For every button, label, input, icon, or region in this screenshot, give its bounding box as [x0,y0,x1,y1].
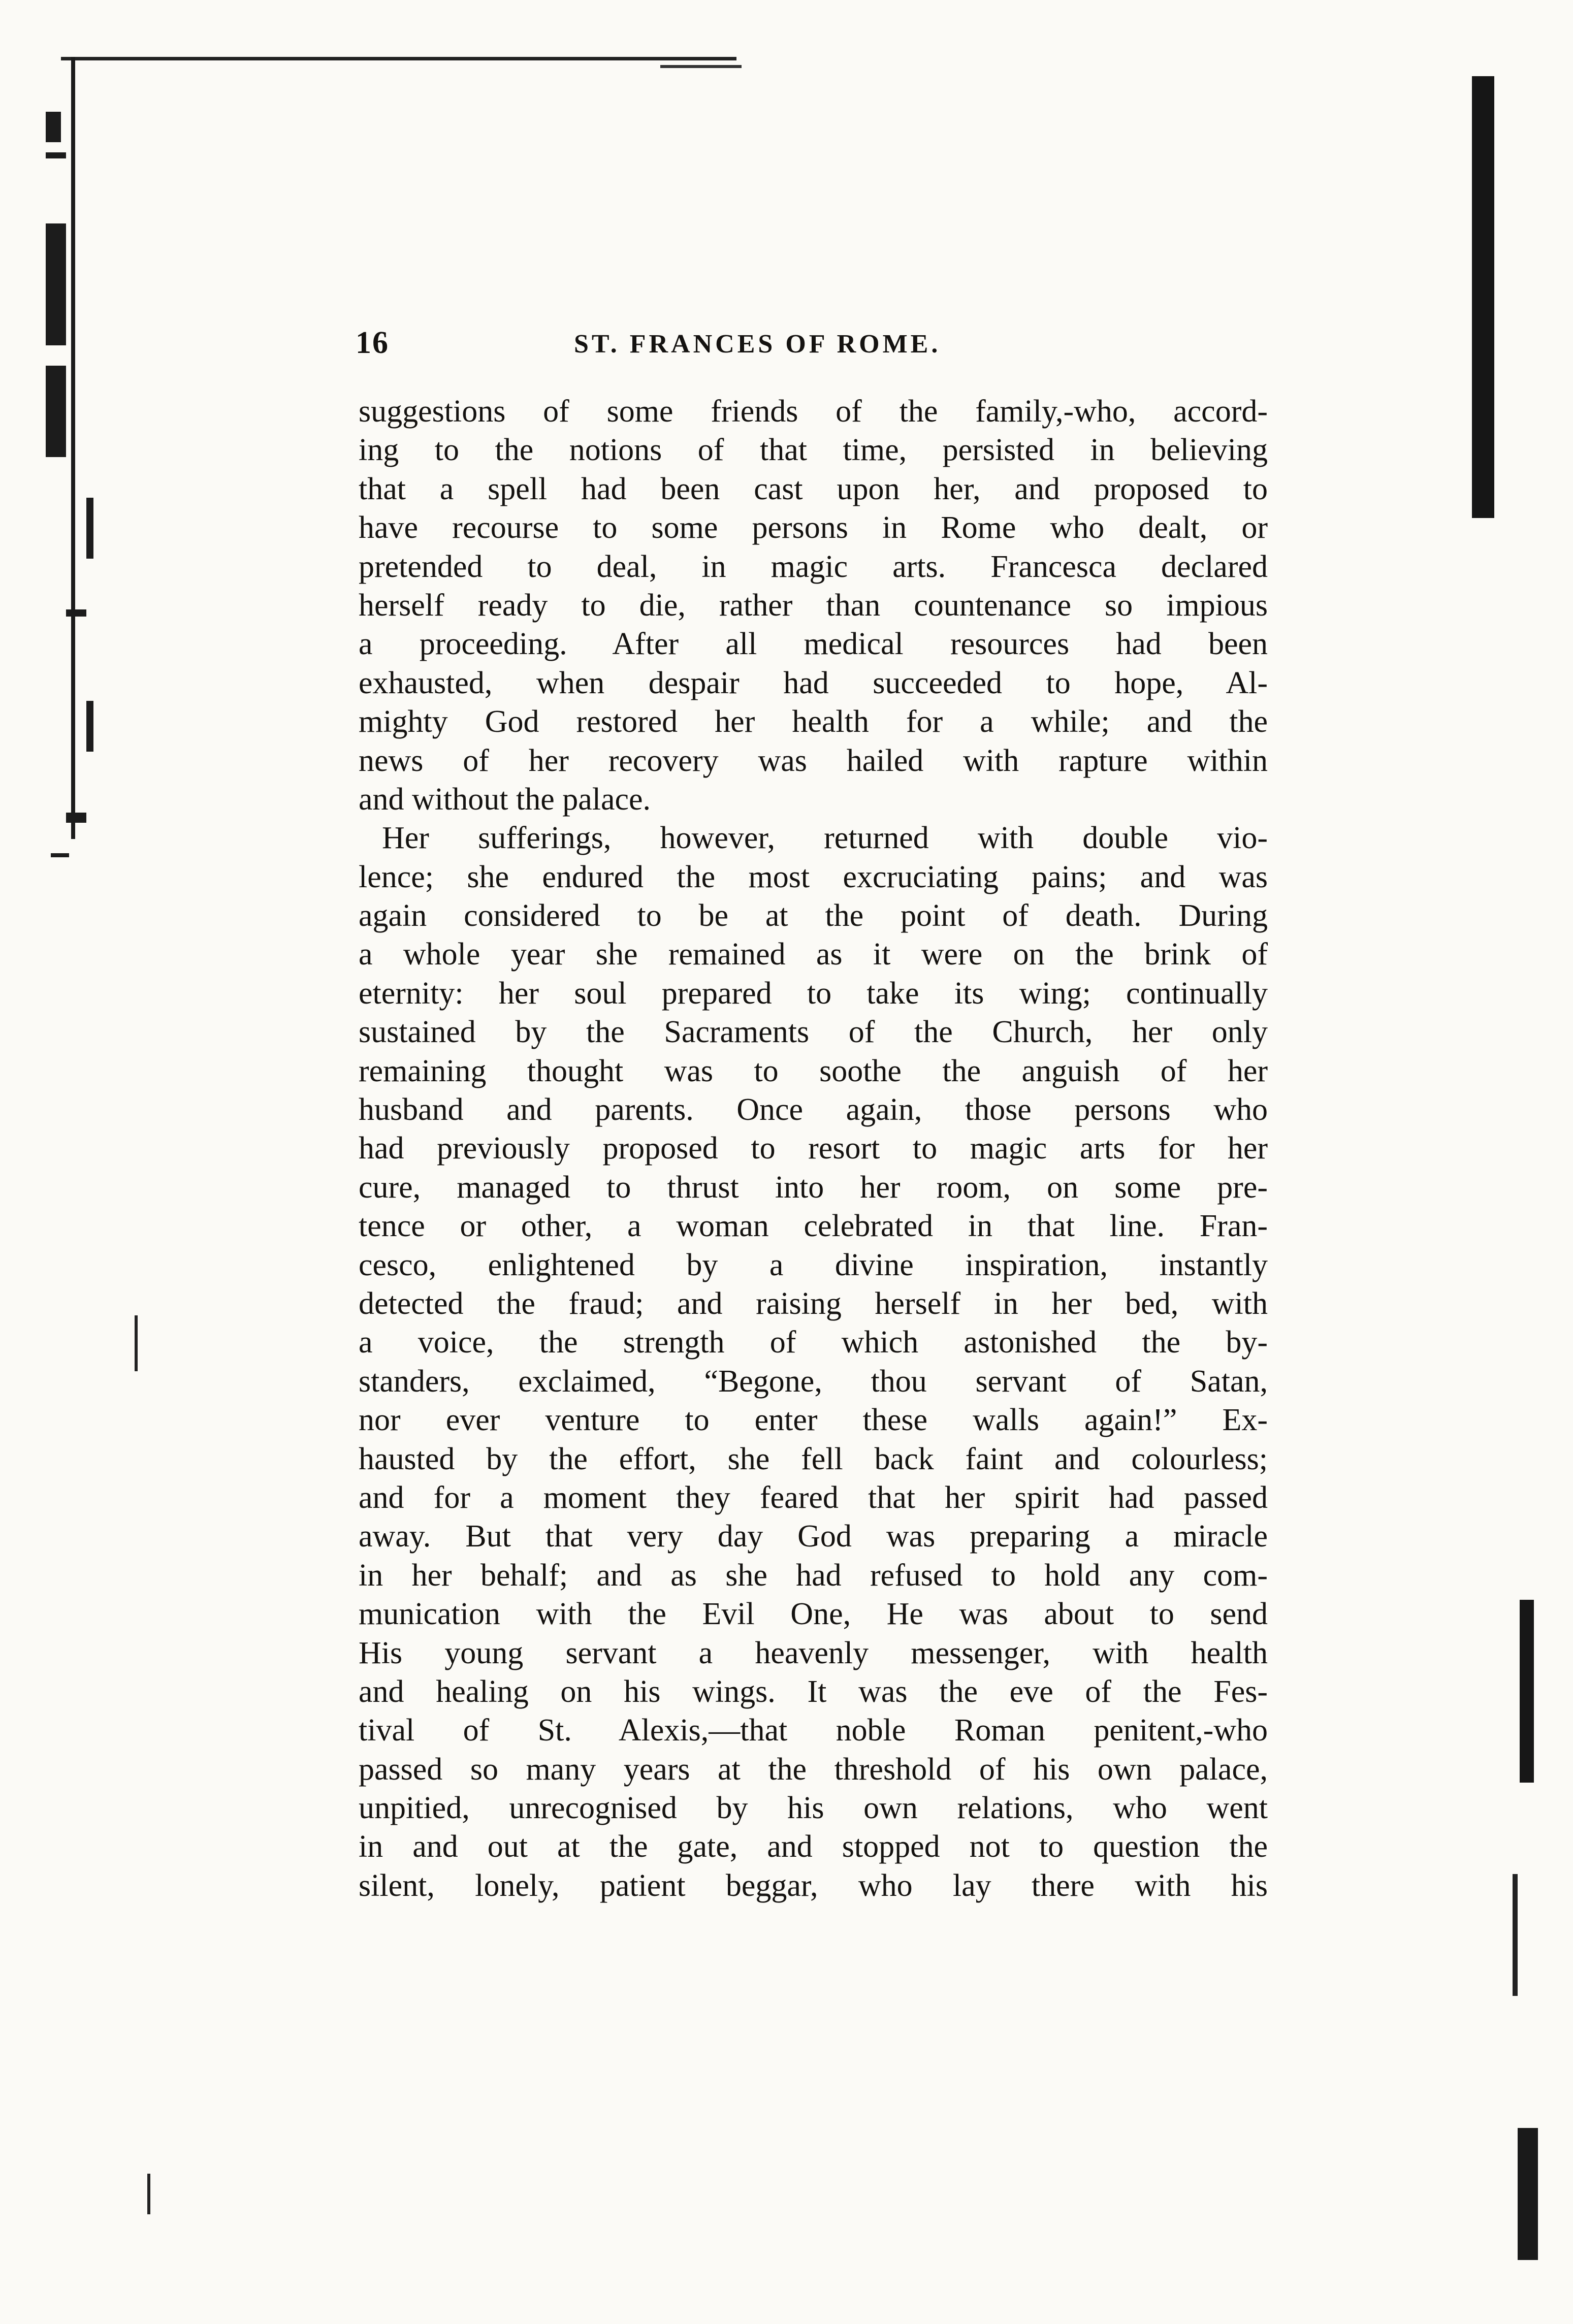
text-line: had previously proposed to resort to magic arts for her [359,1131,1268,1166]
text-line: mighty God restored her health for a while; and the [359,704,1268,739]
body-text [359,392,1268,1905]
text-line: in and out at the gate, and stopped not to question the [359,1829,1268,1864]
scan-edge-bar [1472,76,1494,518]
page-number: 16 [356,326,389,360]
scan-edge-mark [135,1315,138,1371]
scan-edge-bar [1513,1874,1518,1996]
text-line: and without the palace. [359,782,651,817]
text-line: news of her recovery was hailed with rapture within [359,743,1268,778]
text-line: suggestions of some friends of the family,-who, accord- [359,394,1268,429]
running-title: ST. FRANCES OF ROME. [574,330,941,359]
text-line: eternity: her soul prepared to take its wing; continually [359,976,1268,1011]
text-line: nor ever venture to enter these walls again!” Ex- [359,1403,1268,1438]
text-line: tival of St. Alexis,—that noble Roman penitent,-who [359,1713,1268,1748]
text-line: exhausted, when despair had succeeded to hope, Al- [359,665,1268,700]
text-line: husband and parents. Once again, those persons who [359,1092,1268,1127]
text-line: cesco, enlightened by a divine inspiration, instantly [359,1247,1268,1282]
text-line: have recourse to some persons in Rome who dealt, or [359,510,1268,545]
text-line: a proceeding. After all medical resources had been [359,627,1268,662]
text-line: tence or other, a woman celebrated in that line. Fran- [359,1209,1268,1244]
binding-edge-marks [36,102,107,914]
text-line: pretended to deal, in magic arts. Francesca declared [359,549,1268,584]
text-line: ing to the notions of that time, persisted in believing [359,433,1268,468]
text-line: that a spell had been cast upon her, and proposed to [359,471,1268,506]
text-line: herself ready to die, rather than countenance so impious [359,588,1268,623]
scan-border-top [61,57,736,60]
text-line: a voice, the strength of which astonished the by- [359,1325,1268,1360]
text-line: sustained by the Sacraments of the Church, her only [359,1015,1268,1050]
text-line: detected the fraud; and raising herself in her bed, with [359,1286,1268,1321]
text-line: passed so many years at the threshold of his own palace, [359,1752,1268,1787]
text-line: and healing on his wings. It was the eve of the Fes- [359,1674,1268,1709]
text-line: hausted by the effort, she fell back faint and colourless; [359,1441,1268,1476]
text-line: cure, managed to thrust into her room, on some pre- [359,1170,1268,1205]
text-line: standers, exclaimed, “Begone, thou servant of Satan, [359,1364,1268,1399]
text-line: unpitied, unrecognised by his own relations, who went [359,1791,1268,1826]
scan-edge-bar [1518,2128,1538,2260]
text-line: remaining thought was to soothe the anguish of her [359,1053,1268,1088]
text-line: a whole year she remained as it were on the brink of [359,937,1268,972]
running-head [356,325,1285,366]
text-line: His young servant a heavenly messenger, with health [359,1635,1268,1670]
scan-edge-bar [1520,1600,1534,1783]
text-line: in her behalf; and as she had refused to hold any com- [359,1558,1268,1593]
text-line: munication with the Evil One, He was about to send [359,1597,1268,1632]
text-line: and for a moment they feared that her spirit had passed [359,1480,1268,1515]
scan-border-top-fragment [660,65,742,68]
text-line: again considered to be at the point of death. During [359,898,1268,933]
text-line: lence; she endured the most excruciating pains; and was [359,859,1268,894]
text-line: Her sufferings, however, returned with double vio- [382,821,1268,856]
text-line: away. But that very day God was preparing a miracle [359,1519,1268,1554]
text-line: silent, lonely, patient beggar, who lay there with his [359,1868,1268,1903]
scan-edge-mark [147,2174,150,2214]
